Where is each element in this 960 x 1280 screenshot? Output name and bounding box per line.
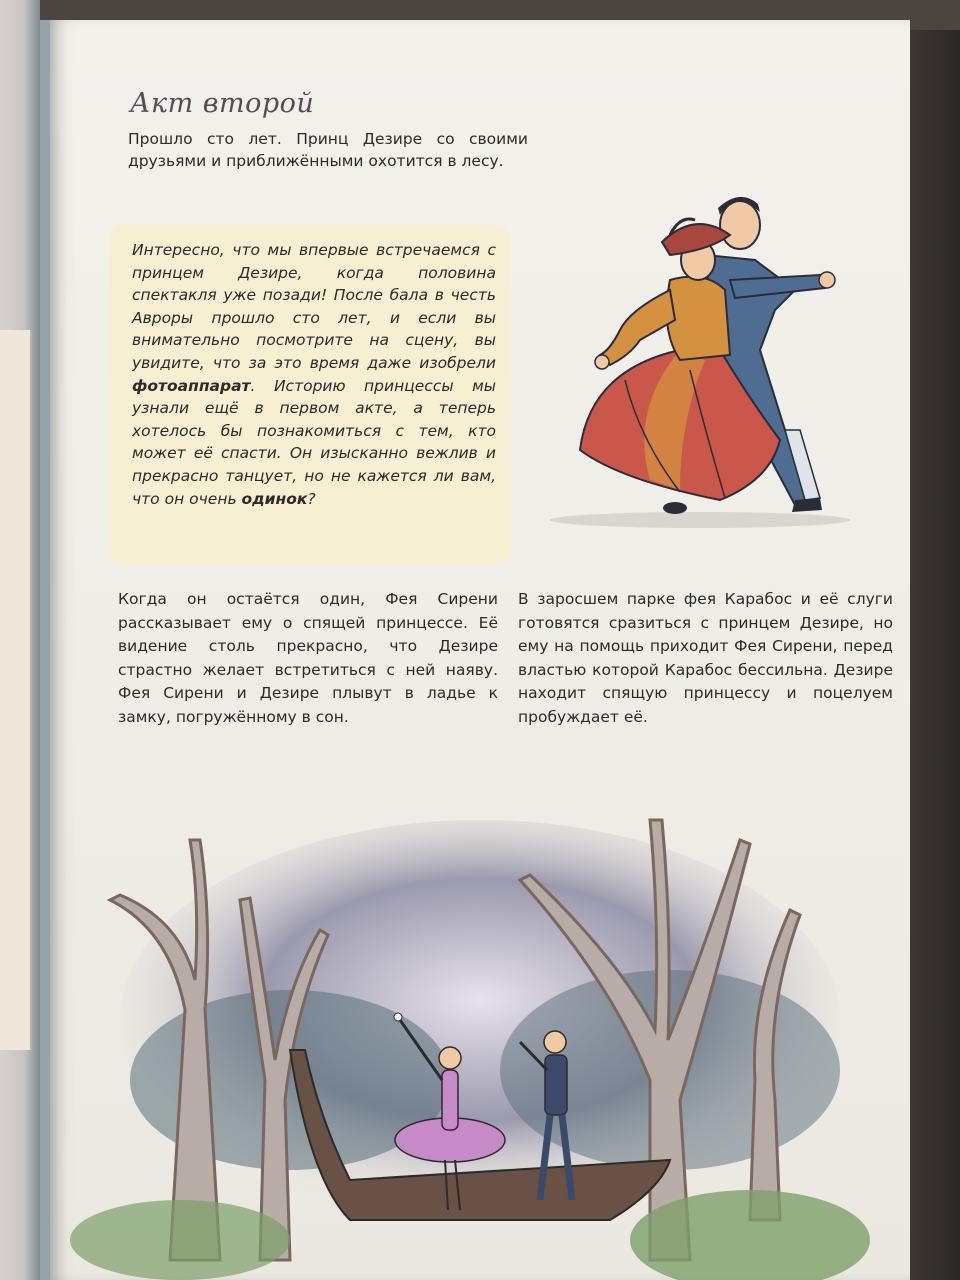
callout-text-1: Интересно, что мы впервые встречаемся с принцем Дезире, когда половина спектакля уже позади! После бала в честь Авроры прошло сто лет, и если вы внимательно посмотрите на сцену, вы увидите, что за это время даже изобрели <box>132 241 496 372</box>
book-page <box>40 20 910 1280</box>
dancing-couple-illustration <box>530 180 870 540</box>
paragraph-right: В заросшем парке фея Карабос и её слуги готовятся сразиться с принцем Дезире, но ему на помощь приходит Фея Сирени, перед властью которой Карабос бессильна. Дезире находит спящую принцессу и поцелуем пробуждает её. <box>518 590 893 726</box>
callout-text-2: . Историю принцессы мы узнали ещё в первом акте, а теперь хотелось бы познакомиться с тем, кто может её спасти. Он изысканно вежлив и прекрасно танцует, но не кажется ли вам, что он очень <box>132 376 496 508</box>
callout-bold-lonely: одинок <box>241 489 308 508</box>
callout-bold-camera: фотоаппарат <box>132 376 251 395</box>
callout-text-3: ? <box>307 489 316 508</box>
previous-page-edge <box>0 330 32 1050</box>
forest-boat-illustration <box>50 780 920 1280</box>
intro-paragraph: Прошло сто лет. Принц Дезире со своими друзьями и приближёнными охотится в лесу. <box>128 130 528 170</box>
paragraph-left: Когда он остаётся один, Фея Сирени рассказывает ему о спящей принцессе. Её видение столь прекрасно, что Дезире страстно желает встретиться с ней наяву. Фея Сирени и Дезире плывут в ладье к замку, погружённому в сон. <box>118 590 498 726</box>
callout-box <box>110 225 510 565</box>
page-title: Акт второй <box>130 88 315 119</box>
